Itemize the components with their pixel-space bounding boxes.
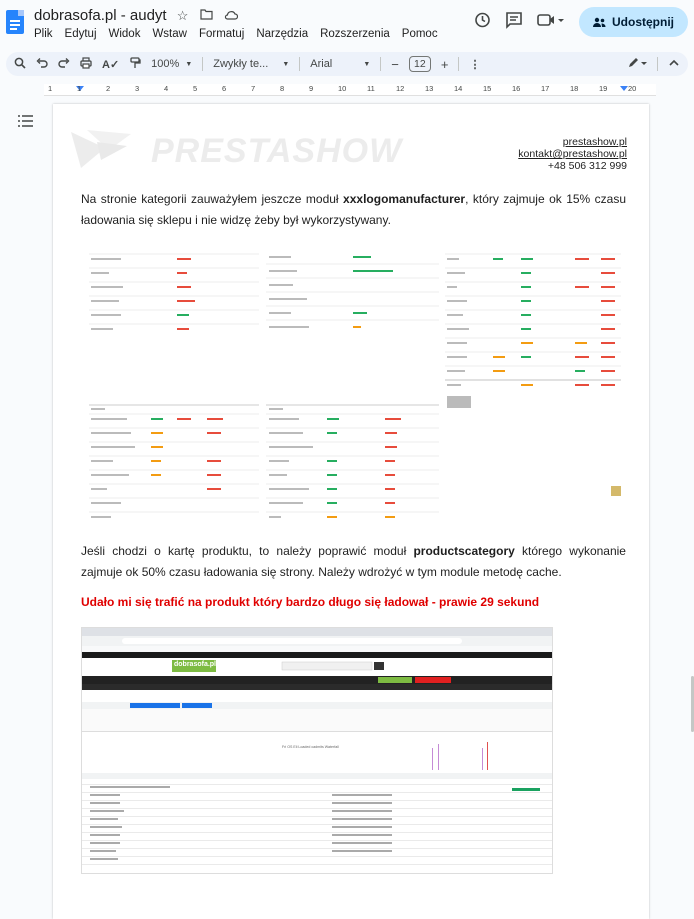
- caret-down-icon: ▼: [185, 60, 193, 68]
- share-button[interactable]: [579, 7, 688, 37]
- prestashow-logo-mark-icon: [67, 124, 147, 172]
- ruler-number: 11: [367, 84, 375, 93]
- prestashow-logo: [67, 124, 435, 172]
- contact-site-link[interactable]: prestashow.pl: [562, 136, 627, 148]
- ruler-number: 9: [309, 84, 314, 93]
- ruler-number: 1: [77, 84, 82, 93]
- ruler-number: 16: [512, 84, 521, 93]
- ruler-number: 8: [280, 84, 285, 93]
- document-page[interactable]: [53, 104, 649, 919]
- star-icon[interactable]: ☆: [176, 7, 189, 23]
- ruler-number: 19: [599, 84, 608, 93]
- docs-logo-icon[interactable]: [6, 10, 24, 34]
- paragraph-category[interactable]: [81, 189, 626, 231]
- zoom-value: 100%: [151, 58, 180, 70]
- ruler-number: 15: [483, 84, 492, 93]
- ruler-number: 4: [164, 84, 169, 93]
- contact-block: [518, 136, 627, 172]
- ruler-number: 10: [338, 84, 347, 93]
- comments-icon[interactable]: [505, 11, 523, 34]
- ruler-number: 13: [425, 84, 434, 93]
- font-value: Arial: [310, 58, 333, 70]
- menu-plik[interactable]: Plik: [34, 28, 53, 40]
- toolbar-divider: [202, 57, 203, 71]
- ruler-number: 6: [222, 84, 227, 93]
- style-select[interactable]: [213, 58, 289, 70]
- paragraph-text: Na stronie kategorii zauważyłem jeszcze moduł: [81, 192, 344, 206]
- caret-down-icon: ▼: [363, 60, 371, 68]
- menu-formatuj[interactable]: Formatuj: [198, 28, 245, 40]
- toolbar-divider: [657, 57, 658, 71]
- ruler-number: 14: [454, 84, 463, 93]
- browser-devtools-screenshot[interactable]: [81, 627, 553, 874]
- toolbar-divider: [299, 57, 300, 71]
- paragraph-text: , który zajmuje ok 15% czasu ładowania się sklepu i nie widzę żeby był wykorzystywany.: [81, 192, 626, 227]
- document-outline-icon[interactable]: [18, 114, 33, 131]
- toolbar-divider: [380, 57, 381, 71]
- caret-down-icon: ▼: [282, 60, 290, 68]
- people-icon: [593, 17, 606, 28]
- browser-image: [82, 628, 553, 874]
- contact-email-link[interactable]: kontakt@prestashow.pl: [518, 148, 627, 160]
- ruler-number: 20: [628, 84, 637, 93]
- site-logo-text: dobrasofa.pl: [174, 661, 217, 668]
- ruler-number: 17: [541, 84, 550, 93]
- menu-edytuj[interactable]: Edytuj: [64, 28, 97, 40]
- increase-font-icon[interactable]: +: [440, 56, 449, 72]
- zoom-select[interactable]: [151, 58, 192, 70]
- meet-icon[interactable]: [537, 11, 565, 34]
- print-icon[interactable]: [80, 57, 92, 72]
- horizontal-ruler[interactable]: [44, 84, 656, 96]
- cloud-status-icon[interactable]: [223, 8, 239, 23]
- logo-text: PRESTASHOW: [151, 132, 403, 170]
- ruler-number: 18: [570, 84, 579, 93]
- paragraph-text: którego wykonanie zajmuje ok 50% czasu ładowania się strony. Należy wdrożyć w tym module metodę cache.: [81, 544, 626, 579]
- spellcheck-icon[interactable]: A✓: [102, 58, 120, 71]
- redo-icon[interactable]: [58, 57, 70, 72]
- search-menus-icon[interactable]: [14, 57, 26, 72]
- menu-pomoc[interactable]: Pomoc: [401, 28, 438, 40]
- toolbar-divider: [458, 57, 459, 71]
- menu-rozszerzenia[interactable]: Rozszerzenia: [320, 28, 390, 40]
- module-name: xxxlogomanufacturer: [343, 192, 466, 206]
- menu-narzedzia[interactable]: Narzędzia: [256, 28, 309, 40]
- red-heading[interactable]: Udało mi się trafić na produkt który bardzo długo się ładował - prawie 29 sekund: [81, 595, 540, 609]
- decrease-font-icon[interactable]: −: [391, 56, 399, 72]
- ruler-number: 2: [106, 84, 111, 93]
- profiler-tables-image: [83, 234, 623, 530]
- font-select[interactable]: [310, 58, 370, 70]
- toolbar: [6, 52, 688, 76]
- more-options-icon[interactable]: ⋮: [469, 58, 481, 71]
- ruler-number: 5: [193, 84, 198, 93]
- history-icon[interactable]: [473, 11, 491, 34]
- style-value: Zwykły te...: [213, 58, 269, 70]
- menu-bar: [34, 28, 450, 40]
- paragraph-product[interactable]: [81, 541, 626, 583]
- ruler-number: 3: [135, 84, 140, 93]
- collapse-menus-icon[interactable]: [668, 57, 680, 72]
- ruler-number: 12: [396, 84, 405, 93]
- paragraph-text: Jeśli chodzi o kartę produktu, to należy poprawić moduł: [81, 544, 414, 558]
- undo-icon[interactable]: [36, 57, 48, 72]
- share-label: Udostępnij: [612, 15, 674, 29]
- profiler-screenshot[interactable]: [83, 234, 623, 530]
- menu-widok[interactable]: Widok: [108, 28, 141, 40]
- module-name: productscategory: [413, 544, 515, 558]
- ruler-number: 1: [48, 84, 53, 93]
- waterfall-chart-title: Fri OS Eli Loaded cadmits Waterfall: [282, 745, 339, 749]
- contact-phone: +48 506 312 999: [547, 160, 627, 172]
- move-folder-icon[interactable]: [199, 8, 215, 23]
- document-title[interactable]: dobrasofa.pl - audyt: [34, 7, 167, 24]
- ruler-number: 7: [251, 84, 256, 93]
- editing-mode-icon[interactable]: [627, 57, 647, 72]
- menu-wstaw[interactable]: Wstaw: [152, 28, 187, 40]
- docs-header: [0, 0, 694, 50]
- paint-format-icon[interactable]: [129, 57, 141, 72]
- right-indent-marker[interactable]: [620, 86, 628, 91]
- font-size-input[interactable]: 12: [409, 56, 431, 72]
